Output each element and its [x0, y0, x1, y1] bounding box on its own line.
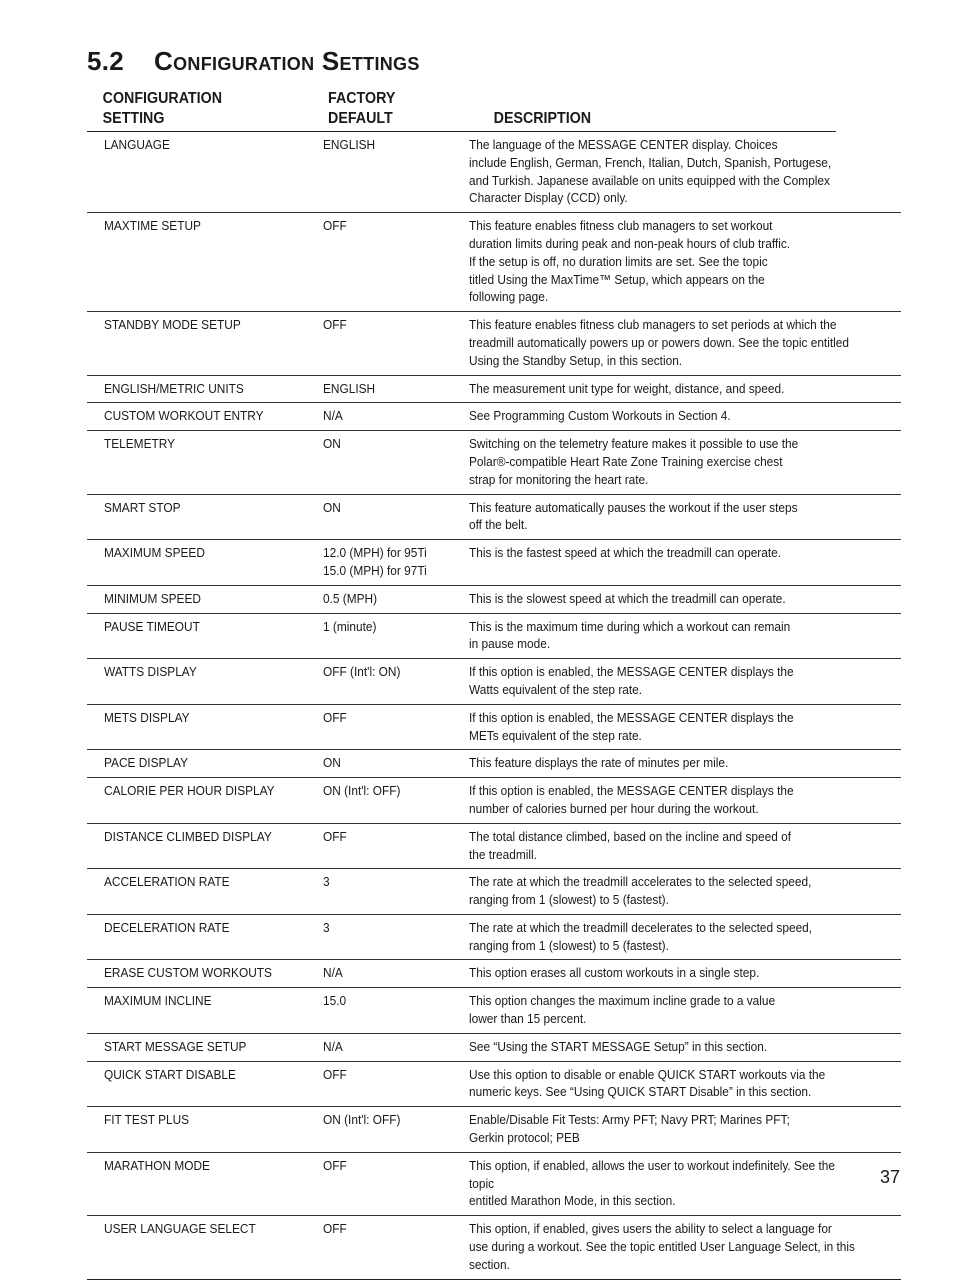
description-cell: [469, 778, 901, 824]
setting-cell-text: TELEMETRY: [104, 436, 176, 452]
setting-cell: [87, 613, 323, 659]
default-cell: [323, 704, 469, 750]
description-cell: [469, 960, 901, 988]
setting-cell: [87, 1107, 323, 1153]
table-row: [87, 132, 901, 213]
setting-cell-text: STANDBY MODE SETUP: [104, 317, 241, 333]
description-cell-text: See Programming Custom Workouts in Section 4.: [468, 408, 731, 424]
description-cell-text: This option changes the maximum incline grade to a value lower than 15 percent.: [468, 993, 776, 1027]
description-cell: [469, 540, 901, 586]
setting-cell-text: PACE DISPLAY: [104, 755, 188, 771]
default-cell: [323, 494, 469, 540]
table-row: [87, 750, 901, 778]
description-cell: [469, 375, 901, 403]
description-cell-text: The total distance climbed, based on the incline and speed of the treadmill.: [468, 828, 791, 862]
description-cell: [469, 914, 901, 960]
setting-cell-text: CUSTOM WORKOUT ENTRY: [104, 408, 264, 424]
description-cell-text: This is the maximum time during which a workout can remain in pause mode.: [468, 618, 791, 652]
description-cell-text: This is the slowest speed at which the treadmill can operate.: [468, 590, 786, 606]
default-cell: [323, 823, 469, 869]
description-cell-text: This feature enables fitness club managers to set workout duration limits during peak and non-peak hours of club traffic. If the setup is off, no duration limits are set. See the topic titled Using the MaxTime™ Setup, which appears on the following page.: [468, 218, 791, 305]
table-row: [87, 1033, 901, 1061]
header-factory-default: FACTORY DEFAULT: [328, 90, 396, 127]
setting-cell: [87, 914, 323, 960]
default-cell: [323, 750, 469, 778]
description-cell-text: This feature enables fitness club managers to set periods at which the treadmill automatically powers up or powers down. See the topic entitled Using the Standby Setup, in this section.: [468, 317, 849, 368]
table-row: [87, 375, 901, 403]
description-cell: [469, 494, 901, 540]
description-cell: [469, 750, 901, 778]
setting-cell-text: ERASE CUSTOM WORKOUTS: [104, 965, 272, 981]
setting-cell-text: MAXIMUM SPEED: [104, 545, 205, 561]
default-cell: [323, 540, 469, 586]
setting-cell-text: DISTANCE CLIMBED DISPLAY: [104, 828, 272, 844]
default-cell-text: OFF: [322, 1221, 347, 1237]
setting-cell-text: ACCELERATION RATE: [104, 874, 230, 890]
setting-cell-text: METS DISPLAY: [104, 709, 190, 725]
default-cell: [323, 1216, 469, 1279]
table-row: [87, 312, 901, 375]
default-cell: [323, 132, 469, 213]
table-row: [87, 704, 901, 750]
default-cell-text: ON: [322, 499, 341, 515]
table-row: [87, 1216, 901, 1279]
description-cell: [469, 1216, 901, 1279]
setting-cell: [87, 750, 323, 778]
section-heading: [87, 46, 420, 77]
default-cell: [323, 659, 469, 705]
default-cell: [323, 1033, 469, 1061]
table-row: [87, 1061, 901, 1107]
description-cell-text: Enable/Disable Fit Tests: Army PFT; Navy PRT; Marines PFT; Gerkin protocol; PEB: [468, 1112, 790, 1146]
setting-cell-text: QUICK START DISABLE: [104, 1066, 236, 1082]
description-cell: [469, 1152, 901, 1215]
description-cell-text: If this option is enabled, the MESSAGE CENTER displays the Watts equivalent of the step rate.: [468, 664, 794, 697]
header-description: DESCRIPTION: [493, 110, 592, 127]
description-cell: [469, 1033, 901, 1061]
setting-cell: [87, 585, 323, 613]
default-cell-text: ON: [322, 436, 341, 452]
description-cell: [469, 704, 901, 750]
default-cell-text: 3: [322, 919, 330, 935]
default-cell-text: ENGLISH: [322, 137, 375, 152]
setting-cell: [87, 1061, 323, 1107]
default-cell-text: OFF: [322, 1157, 347, 1173]
default-cell-text: N/A: [322, 1038, 343, 1054]
default-cell: [323, 375, 469, 403]
setting-cell: [87, 1152, 323, 1215]
default-cell-text: OFF: [322, 1066, 347, 1082]
description-cell: [469, 1107, 901, 1153]
table-row: [87, 988, 901, 1034]
default-cell: [323, 988, 469, 1034]
description-cell: [469, 659, 901, 705]
default-cell-text: OFF: [322, 828, 347, 844]
setting-cell-text: MAXIMUM INCLINE: [104, 993, 212, 1009]
default-cell: [323, 960, 469, 988]
default-cell-text: ENGLISH: [322, 380, 375, 396]
description-cell: [469, 1061, 901, 1107]
description-cell-text: This is the fastest speed at which the treadmill can operate.: [468, 545, 782, 561]
description-cell-text: This feature displays the rate of minutes per mile.: [468, 755, 729, 771]
default-cell: [323, 1152, 469, 1215]
setting-cell-text: LANGUAGE: [104, 137, 170, 152]
default-cell-text: N/A: [322, 965, 343, 981]
description-cell-text: If this option is enabled, the MESSAGE CENTER displays the METs equivalent of the step rate.: [468, 709, 794, 743]
default-cell-text: 12.0 (MPH) for 95Ti 15.0 (MPH) for 97Ti: [322, 545, 427, 578]
table-row: [87, 778, 901, 824]
table-header: [87, 90, 836, 132]
setting-cell-text: SMART STOP: [104, 499, 181, 515]
setting-cell: [87, 540, 323, 586]
default-cell: [323, 613, 469, 659]
setting-cell: [87, 704, 323, 750]
setting-cell-text: CALORIE PER HOUR DISPLAY: [104, 783, 275, 799]
description-cell-text: The measurement unit type for weight, distance, and speed.: [468, 380, 785, 396]
setting-cell: [87, 988, 323, 1034]
setting-cell: [87, 494, 323, 540]
table-row: [87, 914, 901, 960]
table-row: [87, 213, 901, 312]
setting-cell: [87, 1033, 323, 1061]
default-cell-text: 0.5 (MPH): [322, 590, 377, 606]
description-cell-text: This option, if enabled, gives users the ability to select a language for use during a workout. See the topic entitled User Language Select, in this section.: [468, 1221, 855, 1272]
description-cell: [469, 213, 901, 312]
description-cell-text: Switching on the telemetry feature makes it possible to use the Polar®-compatible Heart Rate Zone Training exercise chest strap for monitoring the heart rate.: [468, 436, 799, 487]
default-cell-text: N/A: [322, 408, 343, 424]
description-cell: [469, 132, 901, 213]
default-cell: [323, 869, 469, 915]
description-cell-text: The rate at which the treadmill decelerates to the selected speed, ranging from 1 (slowest) to 5 (fastest).: [468, 919, 813, 953]
setting-cell-text: FIT TEST PLUS: [104, 1112, 190, 1128]
section-title: Configuration Settings: [154, 46, 420, 76]
default-cell: [323, 914, 469, 960]
default-cell: [323, 585, 469, 613]
table-row: [87, 1107, 901, 1153]
description-cell-text: This feature automatically pauses the workout if the user steps off the belt.: [468, 499, 798, 533]
description-cell: [469, 613, 901, 659]
setting-cell: [87, 869, 323, 915]
table-row: [87, 494, 901, 540]
default-cell-text: OFF: [322, 709, 347, 725]
description-cell-text: This option, if enabled, allows the user to workout indefinitely. See the topic entitled Marathon Mode, in this section.: [468, 1157, 835, 1209]
description-cell-text: The language of the MESSAGE CENTER display. Choices include English, German, French, Italian, Dutch, Spanish, Portugese, and Turkish. Japanese available on units equipped with the Complex Character Display (CCD) only.: [468, 137, 832, 206]
table-row: [87, 1152, 901, 1215]
setting-cell-text: PAUSE TIMEOUT: [104, 618, 200, 634]
table-row: [87, 869, 901, 915]
default-cell-text: ON: [322, 755, 341, 771]
description-cell: [469, 431, 901, 494]
setting-cell-text: ENGLISH/METRIC UNITS: [104, 380, 244, 396]
table-row: [87, 659, 901, 705]
description-cell: [469, 869, 901, 915]
setting-cell-text: DECELERATION RATE: [104, 919, 230, 935]
table-row: [87, 540, 901, 586]
setting-cell: [87, 213, 323, 312]
setting-cell: [87, 403, 323, 431]
setting-cell-text: USER LANGUAGE SELECT: [104, 1221, 256, 1237]
table-row: [87, 960, 901, 988]
description-cell-text: Use this option to disable or enable QUICK START workouts via the numeric keys. See “Using QUICK START Disable” in this section.: [468, 1066, 826, 1100]
configuration-settings-table: [87, 132, 901, 1280]
setting-cell-text: MAXTIME SETUP: [104, 218, 201, 234]
description-cell: [469, 988, 901, 1034]
table-row: [87, 613, 901, 659]
default-cell-text: OFF: [322, 317, 347, 333]
setting-cell-text: WATTS DISPLAY: [104, 664, 197, 680]
default-cell: [323, 778, 469, 824]
default-cell-text: OFF: [322, 218, 347, 234]
description-cell: [469, 403, 901, 431]
default-cell: [323, 1061, 469, 1107]
setting-cell: [87, 375, 323, 403]
setting-cell: [87, 312, 323, 375]
default-cell: [323, 431, 469, 494]
table-row: [87, 585, 901, 613]
setting-cell: [87, 431, 323, 494]
page-number: 37: [880, 1167, 901, 1187]
default-cell: [323, 1107, 469, 1153]
table-row: [87, 431, 901, 494]
setting-cell: [87, 960, 323, 988]
default-cell-text: ON (Int'l: OFF): [322, 783, 400, 799]
table-row: [87, 403, 901, 431]
setting-cell-text: MARATHON MODE: [104, 1157, 210, 1173]
default-cell-text: ON (Int'l: OFF): [322, 1112, 400, 1128]
default-cell: [323, 403, 469, 431]
default-cell: [323, 213, 469, 312]
setting-cell-text: MINIMUM SPEED: [104, 590, 201, 606]
description-cell-text: See “Using the START MESSAGE Setup” in this section.: [468, 1038, 768, 1054]
default-cell: [323, 312, 469, 375]
description-cell-text: If this option is enabled, the MESSAGE CENTER displays the number of calories burned per hour during the workout.: [468, 783, 794, 816]
description-cell-text: The rate at which the treadmill accelerates to the selected speed, ranging from 1 (slowest) to 5 (fastest).: [468, 874, 812, 908]
setting-cell: [87, 823, 323, 869]
description-cell: [469, 312, 901, 375]
header-configuration-setting: CONFIGURATION SETTING: [102, 90, 222, 127]
default-cell-text: 3: [322, 874, 330, 890]
description-cell: [469, 823, 901, 869]
setting-cell: [87, 132, 323, 213]
default-cell-text: 1 (minute): [322, 618, 376, 634]
section-number: 5.2: [87, 46, 125, 76]
table-row: [87, 823, 901, 869]
setting-cell: [87, 778, 323, 824]
description-cell-text: This option erases all custom workouts in a single step.: [468, 965, 760, 981]
setting-cell: [87, 659, 323, 705]
setting-cell: [87, 1216, 323, 1279]
default-cell-text: 15.0: [322, 993, 346, 1009]
default-cell-text: OFF (Int'l: ON): [322, 664, 400, 680]
setting-cell-text: START MESSAGE SETUP: [104, 1038, 247, 1054]
description-cell: [469, 585, 901, 613]
